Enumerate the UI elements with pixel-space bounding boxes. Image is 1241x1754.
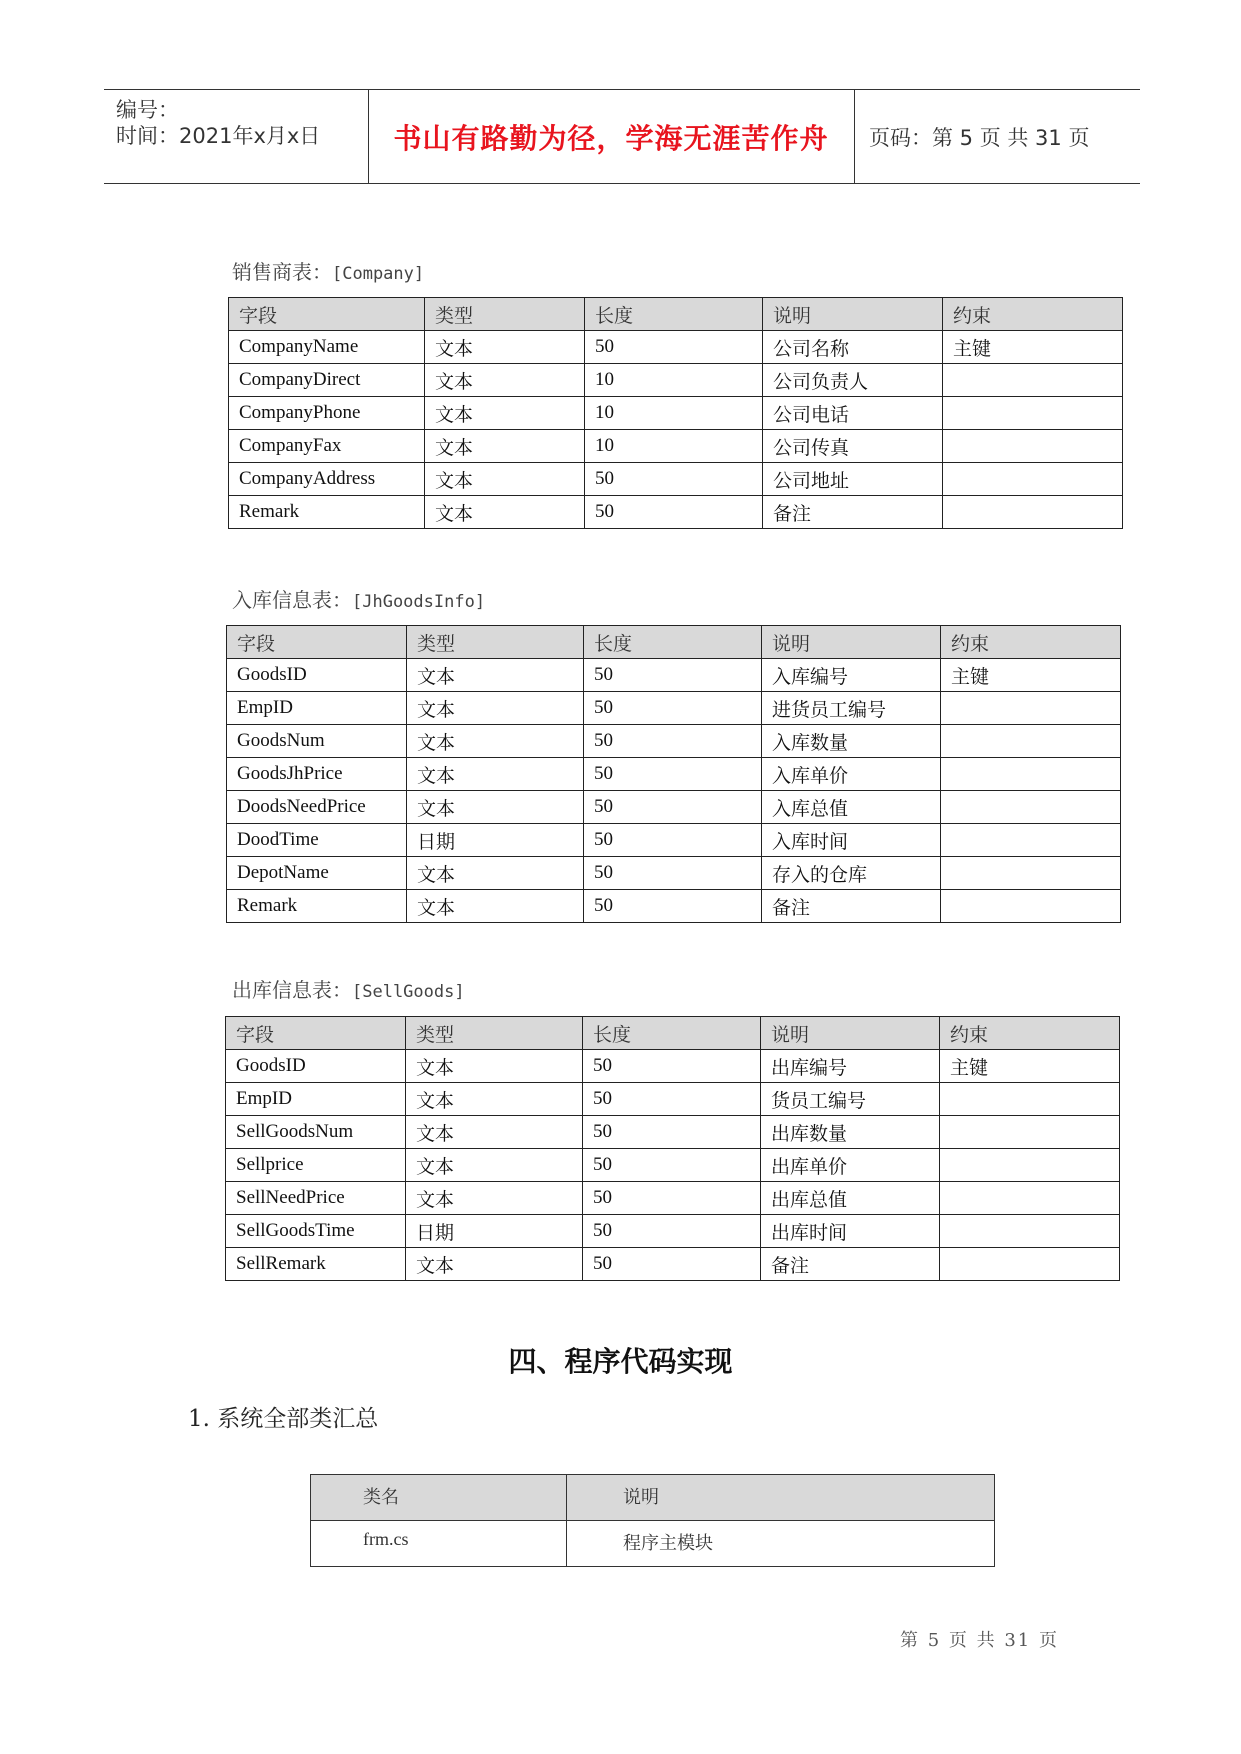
- table-cell: DoodTime: [227, 824, 407, 857]
- table-cell: 50: [583, 1182, 761, 1215]
- table-cell: 50: [585, 463, 763, 496]
- table-cell: 日期: [406, 1215, 583, 1248]
- table-cell: 文本: [406, 1149, 583, 1182]
- table-cell: 入库单价: [762, 758, 941, 791]
- header-cell: 类名: [311, 1475, 567, 1521]
- table-row: [227, 890, 1121, 923]
- table-cell: 文本: [425, 331, 585, 364]
- header-cell: 说明: [761, 1017, 940, 1050]
- table-row: [227, 791, 1121, 824]
- table-cell: 50: [584, 890, 762, 923]
- table-cell: CompanyName: [229, 331, 425, 364]
- table-cell: [940, 1116, 1120, 1149]
- table-cell: GoodsID: [227, 659, 407, 692]
- table-cell: 文本: [425, 397, 585, 430]
- caption-code: [SellGoods]: [352, 982, 465, 1002]
- table-cell: [943, 397, 1123, 430]
- table-row: [226, 1116, 1120, 1149]
- caption-text: 入库信息表：: [232, 588, 352, 612]
- table-cell: [940, 1248, 1120, 1281]
- table-cell: 文本: [406, 1182, 583, 1215]
- table-cell: 公司名称: [763, 331, 943, 364]
- table-cell: 出库总值: [761, 1182, 940, 1215]
- caption-text: 出库信息表：: [232, 978, 352, 1002]
- table-row: [227, 725, 1121, 758]
- header-cell: 说明: [762, 626, 941, 659]
- table-cell: 备注: [762, 890, 941, 923]
- table-cell: CompanyAddress: [229, 463, 425, 496]
- table-cell: 50: [585, 496, 763, 529]
- table-cell: 文本: [425, 364, 585, 397]
- table-row: [226, 1050, 1120, 1083]
- table-cell: 存入的仓库: [762, 857, 941, 890]
- table-cell: 入库时间: [762, 824, 941, 857]
- table-cell: 50: [583, 1050, 761, 1083]
- table-cell: 10: [585, 430, 763, 463]
- table-cell: 文本: [407, 791, 584, 824]
- table-cell: 出库编号: [761, 1050, 940, 1083]
- table-cell: frm.cs: [311, 1521, 567, 1567]
- table-cell: GoodsNum: [227, 725, 407, 758]
- table-cell: 50: [584, 692, 762, 725]
- table-cell: 50: [583, 1149, 761, 1182]
- table-cell: 公司电话: [763, 397, 943, 430]
- table-cell: 文本: [407, 692, 584, 725]
- table-cell: Remark: [227, 890, 407, 923]
- table-cell: 文本: [407, 758, 584, 791]
- table-cell: 公司负责人: [763, 364, 943, 397]
- table-cell: 文本: [406, 1083, 583, 1116]
- table-cell: 进货员工编号: [762, 692, 941, 725]
- table-row: [229, 496, 1123, 529]
- table-row: [227, 824, 1121, 857]
- section-subheading: 1. 系统全部类汇总: [188, 1406, 379, 1432]
- table-cell: 10: [585, 364, 763, 397]
- table-row: [226, 1149, 1120, 1182]
- table-cell: [941, 758, 1121, 791]
- header-cell: 说明: [567, 1475, 995, 1521]
- table-cell: [940, 1149, 1120, 1182]
- table-row: [226, 1083, 1120, 1116]
- table-cell: [943, 496, 1123, 529]
- table-cell: 主键: [943, 331, 1123, 364]
- table-cell: [941, 890, 1121, 923]
- table-cell: [940, 1182, 1120, 1215]
- table-cell: 10: [585, 397, 763, 430]
- caption-code: [Company]: [332, 264, 425, 284]
- table-cell: CompanyDirect: [229, 364, 425, 397]
- table-cell: 文本: [425, 430, 585, 463]
- serial-label: 编号：: [116, 98, 179, 122]
- table-cell: 50: [585, 331, 763, 364]
- table-cell: SellGoodsTime: [226, 1215, 406, 1248]
- header-cell: 字段: [227, 626, 407, 659]
- table-header-row: [226, 1017, 1120, 1050]
- table-cell: DoodsNeedPrice: [227, 791, 407, 824]
- table-row: [226, 1182, 1120, 1215]
- table-cell: GoodsJhPrice: [227, 758, 407, 791]
- table-cell: [940, 1083, 1120, 1116]
- header-cell: 类型: [406, 1017, 583, 1050]
- header-motto-cell: [368, 90, 855, 183]
- table-cell: 公司传真: [763, 430, 943, 463]
- class-summary-table: [310, 1474, 995, 1567]
- table-cell: 50: [584, 824, 762, 857]
- table-cell: EmpID: [226, 1083, 406, 1116]
- table-cell: [941, 725, 1121, 758]
- table-cell: 文本: [407, 890, 584, 923]
- table-cell: 50: [583, 1248, 761, 1281]
- table-cell: 50: [583, 1116, 761, 1149]
- table-cell: [941, 857, 1121, 890]
- table-cell: 50: [584, 857, 762, 890]
- table-cell: Remark: [229, 496, 425, 529]
- table-row: [227, 758, 1121, 791]
- jhgoodsinfo-table: [226, 625, 1121, 923]
- motto: 书山有路勤为径，学海无涯苦作舟: [393, 121, 829, 155]
- table-cell: 文本: [407, 725, 584, 758]
- table-cell: CompanyFax: [229, 430, 425, 463]
- table-header-row: [227, 626, 1121, 659]
- table-cell: 公司地址: [763, 463, 943, 496]
- table-cell: [941, 824, 1121, 857]
- header-meta-cell: [104, 90, 369, 183]
- header-cell: 字段: [229, 298, 425, 331]
- header-cell: 长度: [585, 298, 763, 331]
- page-info: 页码：第 5 页 共 31 页: [869, 125, 1090, 150]
- header-cell: 类型: [425, 298, 585, 331]
- table-cell: 日期: [407, 824, 584, 857]
- page-footer: 第 5 页 共 31 页: [900, 1630, 1059, 1651]
- table-row: [229, 331, 1123, 364]
- table-cell: 主键: [941, 659, 1121, 692]
- table-cell: SellNeedPrice: [226, 1182, 406, 1215]
- header-cell: 说明: [763, 298, 943, 331]
- table-cell: 文本: [425, 463, 585, 496]
- header-cell: 长度: [583, 1017, 761, 1050]
- table-cell: 50: [584, 791, 762, 824]
- table-cell: 文本: [425, 496, 585, 529]
- header-page-cell: [855, 90, 1140, 183]
- header-cell: 约束: [941, 626, 1121, 659]
- header-cell: 约束: [940, 1017, 1120, 1050]
- table-cell: 主键: [940, 1050, 1120, 1083]
- table-cell: 出库时间: [761, 1215, 940, 1248]
- table-cell: 50: [584, 659, 762, 692]
- table-row: [229, 364, 1123, 397]
- table-cell: 50: [583, 1083, 761, 1116]
- table-cell: GoodsID: [226, 1050, 406, 1083]
- table-cell: Sellprice: [226, 1149, 406, 1182]
- table-cell: SellGoodsNum: [226, 1116, 406, 1149]
- table-row: [229, 397, 1123, 430]
- table-row: [226, 1248, 1120, 1281]
- table-row: [227, 659, 1121, 692]
- table-row: [227, 857, 1121, 890]
- header-cell: 约束: [943, 298, 1123, 331]
- table-row: [226, 1215, 1120, 1248]
- table-cell: 50: [583, 1215, 761, 1248]
- table-cell: 文本: [407, 857, 584, 890]
- table-cell: 文本: [407, 659, 584, 692]
- table-cell: 出库单价: [761, 1149, 940, 1182]
- table-cell: 程序主模块: [567, 1521, 995, 1567]
- caption-code: [JhGoodsInfo]: [352, 592, 486, 612]
- table-cell: 入库总值: [762, 791, 941, 824]
- table-row: [227, 692, 1121, 725]
- table-row: [311, 1521, 995, 1567]
- table-cell: 文本: [406, 1116, 583, 1149]
- table-cell: 出库数量: [761, 1116, 940, 1149]
- table-cell: 50: [584, 758, 762, 791]
- company-table: [228, 297, 1123, 529]
- table-header-row: [229, 298, 1123, 331]
- section-heading: 四、程序代码实现: [508, 1345, 733, 1378]
- caption-text: 销售商表：: [232, 260, 332, 284]
- table-cell: [943, 430, 1123, 463]
- table-cell: [941, 791, 1121, 824]
- page-header: [104, 89, 1140, 184]
- table-cell: EmpID: [227, 692, 407, 725]
- table-cell: 文本: [406, 1248, 583, 1281]
- table-cell: SellRemark: [226, 1248, 406, 1281]
- table-cell: [941, 692, 1121, 725]
- table-header-row: [311, 1475, 995, 1521]
- table-cell: 入库编号: [762, 659, 941, 692]
- table-row: [229, 430, 1123, 463]
- table-cell: 入库数量: [762, 725, 941, 758]
- table-caption-sellgoods: [232, 974, 465, 1003]
- table-row: [229, 463, 1123, 496]
- table-cell: [940, 1215, 1120, 1248]
- table-caption-company: [232, 256, 424, 285]
- table-cell: 备注: [761, 1248, 940, 1281]
- time-label: 时间：2021年x月x日: [116, 124, 321, 148]
- table-cell: 文本: [406, 1050, 583, 1083]
- table-cell: 50: [584, 725, 762, 758]
- table-cell: DepotName: [227, 857, 407, 890]
- table-cell: 备注: [763, 496, 943, 529]
- table-cell: [943, 463, 1123, 496]
- header-cell: 类型: [407, 626, 584, 659]
- table-cell: [943, 364, 1123, 397]
- table-cell: CompanyPhone: [229, 397, 425, 430]
- table-cell: 货员工编号: [761, 1083, 940, 1116]
- sellgoods-table: [225, 1016, 1120, 1281]
- header-cell: 长度: [584, 626, 762, 659]
- table-caption-jhgoodsinfo: [232, 584, 485, 613]
- header-cell: 字段: [226, 1017, 406, 1050]
